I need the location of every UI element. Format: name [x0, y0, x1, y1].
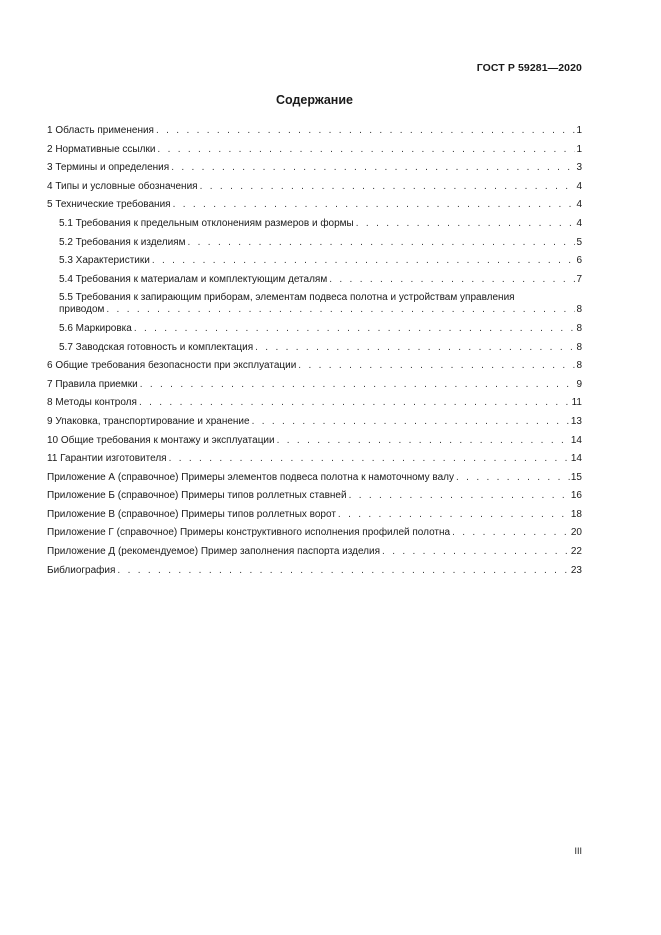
- toc-entry-appendix-b[interactable]: [47, 490, 582, 502]
- toc-entry-label: 5.7 Заводская готовность и комплектация: [59, 341, 254, 353]
- toc-entry-appendix-d[interactable]: [47, 546, 582, 558]
- toc-entry-page: 5: [576, 236, 582, 248]
- toc-entry-page: 8: [576, 304, 582, 316]
- toc-entry-page: 8: [576, 360, 582, 372]
- toc-entry-label: 1 Область применения: [47, 125, 154, 136]
- toc-entry-label: Приложение А (справочное) Примеры элементов подвеса полотна к намоточному валу: [47, 471, 455, 483]
- toc-entry-label: 5.3 Характеристики: [59, 255, 150, 267]
- toc-entry-11[interactable]: [47, 453, 582, 465]
- toc-entry-5-1[interactable]: [47, 218, 582, 230]
- toc-entry-1[interactable]: [47, 125, 582, 137]
- toc-entry-appendix-g[interactable]: [47, 527, 582, 539]
- toc-entry-label: 3 Термины и определения: [47, 162, 170, 174]
- toc-entry-6[interactable]: [47, 360, 582, 372]
- toc-entry-5-2[interactable]: [47, 237, 582, 249]
- toc-entry-label: 5.6 Маркировка: [59, 322, 132, 334]
- toc-entry-page: 14: [570, 453, 582, 465]
- toc-entry-page: 3: [576, 162, 582, 174]
- toc-entry-bibliography[interactable]: [47, 565, 582, 577]
- toc-entry-page: 4: [576, 199, 582, 211]
- toc-entry-appendix-a[interactable]: [47, 472, 582, 484]
- toc-entry-page: 4: [576, 180, 582, 192]
- toc-entry-label: Приложение В (справочное) Примеры типов роллетных ворот: [47, 508, 336, 520]
- toc-entry-label: Приложение Б (справочное) Примеры типов роллетных ставней: [47, 490, 347, 502]
- toc-entry-5-6[interactable]: [47, 323, 582, 335]
- toc-entry-label: 11 Гарантии изготовителя: [47, 453, 167, 465]
- toc-entry-label: 5.1 Требования к предельным отклонениям размеров и формы: [59, 217, 354, 229]
- toc-entry-page: 15: [570, 471, 582, 483]
- toc-entry-page: 13: [570, 415, 582, 427]
- toc-title: Содержание: [275, 93, 353, 107]
- toc-entry-5[interactable]: [47, 199, 582, 211]
- toc-entry-label: Приложение Д (рекомендуемое) Пример заполнения паспорта изделия: [47, 546, 381, 558]
- toc-entry-5-3[interactable]: [47, 255, 582, 267]
- toc-entry-5-5[interactable]: [47, 292, 582, 316]
- toc-entry-5-4[interactable]: [47, 274, 582, 286]
- toc-entry-page: 22: [570, 546, 582, 558]
- toc-entry-label: 4 Типы и условные обозначения: [47, 180, 198, 192]
- toc-entry-page: 11: [571, 397, 582, 409]
- toc-entry-appendix-v[interactable]: [47, 509, 582, 521]
- toc-entry-label: 7 Правила приемки: [47, 378, 138, 390]
- toc-entry-page: 6: [576, 255, 582, 267]
- toc-entry-10[interactable]: [47, 435, 582, 447]
- toc-entry-label: 2 Нормативные ссылки: [47, 143, 156, 155]
- toc-entry-page: 23: [570, 564, 582, 576]
- toc-entry-4[interactable]: [47, 181, 582, 193]
- toc-entry-page: 16: [570, 490, 582, 502]
- toc-entry-label: 5.4 Требования к материалам и комплектующим деталям: [59, 273, 328, 285]
- toc-entry-page: 4: [576, 217, 582, 229]
- toc-entry-page: 14: [570, 434, 582, 446]
- toc-entry-page: 8: [576, 341, 582, 353]
- toc-entry-page: 7: [576, 273, 582, 285]
- toc-entry-label: 8 Методы контроля: [47, 397, 137, 409]
- toc-entry-9[interactable]: [47, 416, 582, 428]
- toc-entry-label: 5.2 Требования к изделиям: [59, 236, 186, 248]
- toc-entry-label: 10 Общие требования к монтажу и эксплуатации: [47, 434, 275, 446]
- toc-entry-label: 9 Упаковка, транспортирование и хранение: [47, 415, 250, 427]
- toc-entry-5-7[interactable]: [47, 342, 582, 354]
- toc-entry-page: 1: [576, 125, 582, 136]
- toc-entry-label-line1: 5.5 Требования к запирающим приборам, элементам подвеса полотна и устройствам управления: [59, 292, 515, 304]
- toc-entry-label: Библиография: [47, 564, 116, 576]
- toc-entry-page: 8: [576, 322, 582, 334]
- toc-entry-label: Приложение Г (справочное) Примеры конструктивного исполнения профилей полотна: [47, 527, 451, 539]
- table-of-contents: [47, 125, 582, 583]
- toc-entry-label: 5 Технические требования: [47, 199, 171, 211]
- toc-entry-page: 18: [570, 508, 582, 520]
- page-number: III: [574, 846, 582, 856]
- toc-entry-label: 6 Общие требования безопасности при эксплуатации: [47, 360, 297, 372]
- toc-entry-page: 20: [570, 527, 582, 539]
- toc-entry-7[interactable]: [47, 379, 582, 391]
- toc-entry-8[interactable]: [47, 397, 582, 409]
- toc-entry-label-line2: приводом: [59, 304, 105, 316]
- toc-entry-2[interactable]: [47, 144, 582, 156]
- document-code: ГОСТ Р 59281—2020: [476, 62, 582, 74]
- toc-entry-3[interactable]: [47, 162, 582, 174]
- toc-entry-page: 1: [576, 143, 582, 155]
- toc-entry-page: 9: [576, 378, 582, 390]
